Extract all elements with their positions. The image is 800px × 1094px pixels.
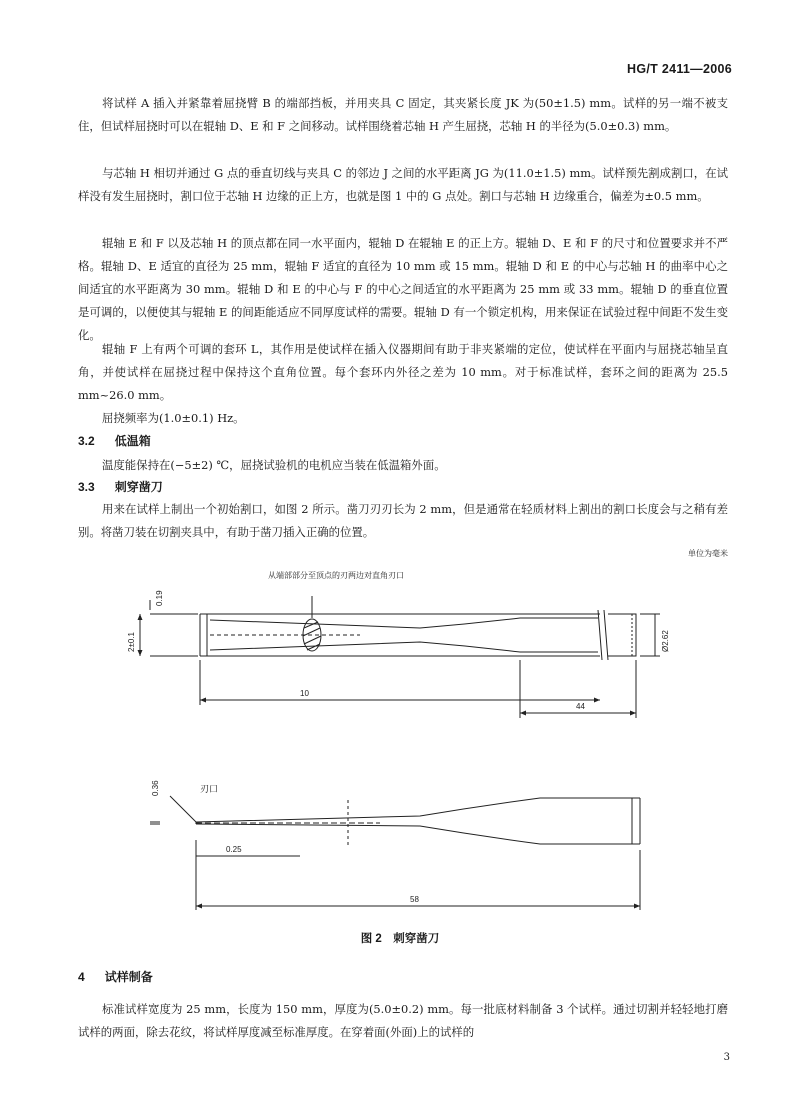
paragraph-1: 将试样 A 插入并紧靠着屈挠臂 B 的端部挡板，并用夹具 C 固定，其夹紧长度 JK 为(50±1.5) mm。试样的另一端不被支住，但试样屈挠时可以在辊轴 D、E 和 F 之间移动。试样围绕着芯轴 H 产生屈挠，芯轴 H 的半径为(5.0±0.3) mm。	[78, 96, 728, 133]
dim-0-36: 0.36	[151, 780, 160, 796]
paragraph-4: 辊轴 F 上有两个可调的套环 L，其作用是使试样在插入仪器期间有助于非夹紧端的定位，使试样在平面内与屈挠芯轴呈直角，并使试样在屈挠过程中保持这个直角位置。每个套环内外径之差为 10 mm。对于标准试样，套环之间的距离为 25.5 mm~26.0 mm。	[78, 342, 728, 402]
figure-2-chisel-drawing	[0, 560, 800, 920]
section-3-3-heading	[78, 478, 163, 495]
callout-text: 从端部部分至顶点的刃两边对直角刃口	[268, 571, 404, 580]
unit-note: 单位为毫米	[688, 549, 728, 558]
paragraph-2: 与芯轴 H 相切并通过 G 点的垂直切线与夹具 C 的邻边 J 之间的水平距离 JG 为(11.0±1.5) mm。试样预先割成割口，在试样没有发生屈挠时，割口位于芯轴 H 边缘的正上方，也就是图 1 中的 G 点处。割口与芯轴 H 边缘重合，偏差为±0.5 mm。	[78, 166, 728, 203]
dim-0-19: 0.19	[155, 590, 164, 606]
section-title: 刺穿凿刀	[114, 480, 163, 494]
section-number: 3.3	[78, 480, 95, 494]
page-number: 3	[723, 1052, 730, 1063]
standard-code-header: HG/T 2411—2006	[627, 62, 732, 76]
dim-44: 44	[576, 702, 585, 711]
paragraph-5: 屈挠频率为(1.0±0.1) Hz。	[102, 411, 245, 425]
dim-0-25: 0.25	[226, 845, 242, 854]
section-number: 4	[78, 970, 85, 984]
paragraph-3: 辊轴 E 和 F 以及芯轴 H 的顶点都在同一水平面内，辊轴 D 在辊轴 E 的正上方。辊轴 D、E 和 F 的尺寸和位置要求并不严格。辊轴 D、E 适宜的直径为 25 mm，辊轴 F 适宜的直径为 10 mm 或 15 mm。辊轴 D 和 E 的中心与芯轴 H 的曲率中心之间适宜的水平距离为 30 mm。辊轴 D 和 E 的中心与 F 的中心之间适宜的水平距离为 25 mm 或 33 mm。辊轴 D 的垂直位置是可调的，以便使其与辊轴 E 的间距能适应不同厚度试样的需要。辊轴 D 有一个锁定机构，用来保证在试验过程中间距不发生变化。	[78, 236, 728, 342]
section-3-3-text: 用来在试样上制出一个初始割口，如图 2 所示。凿刀刃刃长为 2 mm，但是通常在轻质材料上割出的割口长度会与之稍有差别。将凿刀装在切割夹具中，有助于凿刀插入正确的位置。	[78, 502, 728, 539]
dim-10: 10	[300, 689, 309, 698]
section-4-heading	[78, 968, 153, 985]
dim-diameter: Ø2.62	[661, 630, 670, 652]
section-4-text: 标准试样宽度为 25 mm，长度为 150 mm，厚度为(5.0±0.2) mm。每一批底材料制备 3 个试样。通过切割并轻轻地打磨试样的两面，除去花纹，将试样厚度减至标准厚度。在穿着面(外面)上的试样的	[78, 1002, 728, 1039]
figure-caption: 图 2 刺穿凿刀	[360, 933, 440, 945]
dim-2-tolerance: 2±0.1	[127, 632, 136, 652]
blade-label: 刃口	[200, 784, 219, 794]
section-title: 低温箱	[114, 434, 151, 448]
section-3-2-text: 温度能保持在(−5±2) ℃，屈挠试验机的电机应当装在低温箱外面。	[102, 458, 446, 472]
section-3-2-heading	[78, 432, 151, 449]
dim-58: 58	[410, 895, 419, 904]
section-title: 试样制备	[104, 970, 153, 984]
section-number: 3.2	[78, 434, 95, 448]
